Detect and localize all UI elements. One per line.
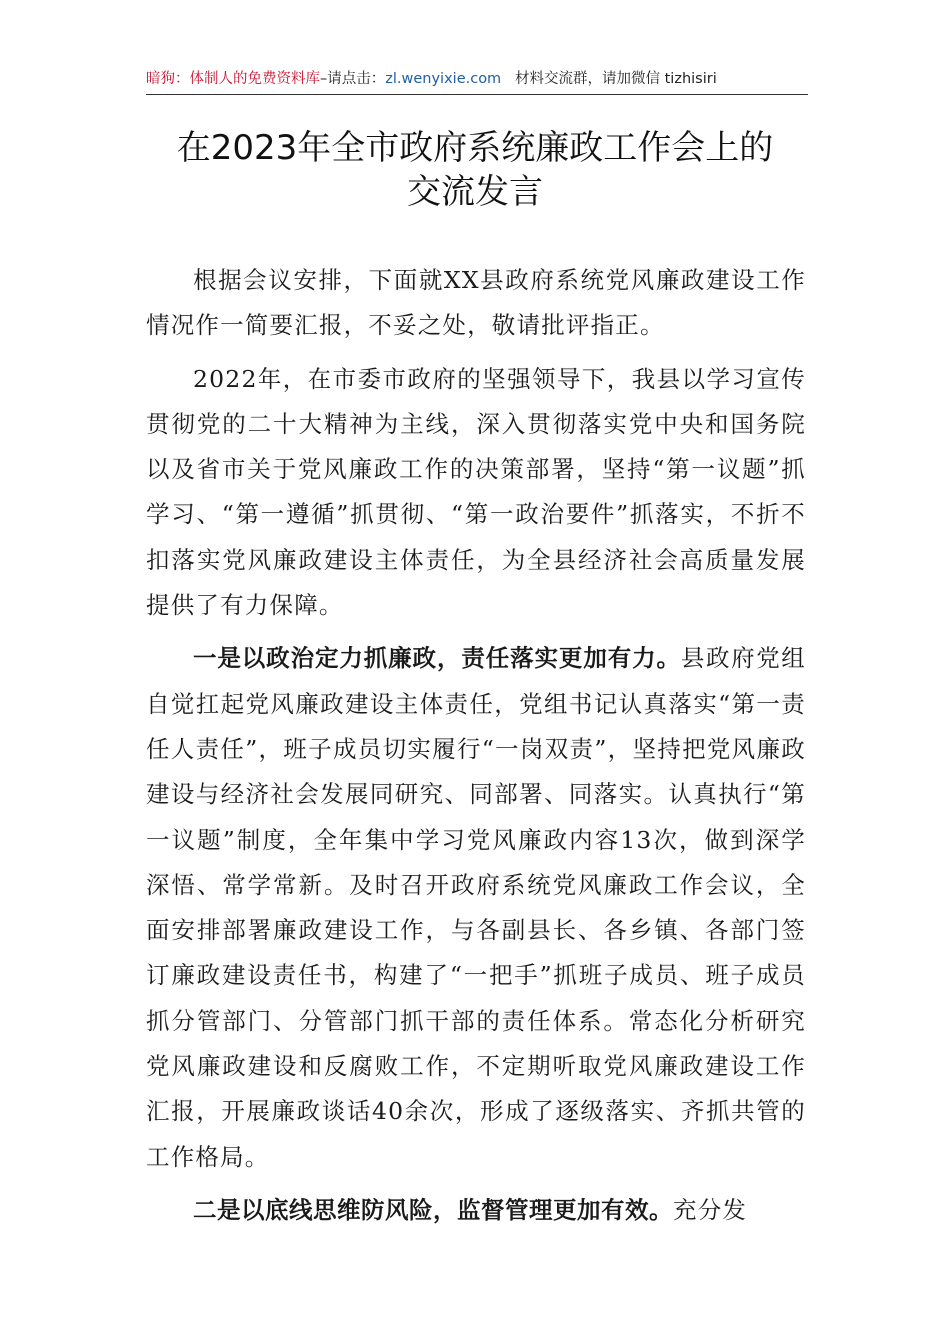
point-one-heading: 一是以政治定力抓廉政，责任落实更加有力。 <box>193 644 681 673</box>
header-site-link[interactable]: zl.wenyixie.com <box>385 71 502 87</box>
point-two-heading: 二是以底线思维防风险，监督管理更加有效。 <box>193 1195 673 1224</box>
watermark-header <box>146 68 808 95</box>
paragraph-point-two <box>146 1188 806 1233</box>
document-body <box>146 258 806 1241</box>
document-title-line-1: 在2023年全市政府系统廉政工作会上的 <box>176 128 774 168</box>
header-site-name: 暗狗：体制人的免费资料库 <box>146 71 320 87</box>
paragraph-intro: 根据会议安排，下面就XX县政府系统党风廉政建设工作情况作一简要汇报，不妥之处，敬请批评指正。 <box>146 266 806 340</box>
point-one-text: 县政府党组自觉扛起党风廉政建设主体责任，党组书记认真落实“第一责任人责任”，班子成员切实履行“一岗双责”，坚持把党风廉政建设与经济社会发展同研究、同部署、同落实。认真执行“第一议题”制度，全年集中学习党风廉政内容13次，做到深学深悟、常学常新。及时召开政府系统党风廉政工作会议，全面安排部署廉政建设工作，与各副县长、各乡镇、各部门签订廉政建设责任书，构建了“一把手”抓班子成员、班子成员抓分管部门、分管部门抓干部的责任体系。常态化分析研究党风廉政建设和反腐败工作，不定期听取党风廉政建设工作汇报，开展廉政谈话40余次，形成了逐级落实、齐抓共管的工作格局。 <box>146 644 807 1171</box>
paragraph-summary: 2022年，在市委市政府的坚强领导下，我县以学习宣传贯彻党的二十大精神为主线，深入贯彻落实党中央和国务院以及省市关于党风廉政工作的决策部署，坚持“第一议题”抓学习、“第一遵循”抓贯彻、“第一政治要件”抓落实，不折不扣落实党风廉政建设主体责任，为全县经济社会高质量发展提供了有力保障。 <box>146 364 806 620</box>
paragraph-point-one <box>146 636 806 1180</box>
header-click-prompt: –请点击： <box>320 71 386 87</box>
header-wechat-note: 材料交流群，请加微信 tizhisiri <box>515 71 717 87</box>
point-two-text: 充分发 <box>673 1195 748 1224</box>
document-title-line-2: 交流发言 <box>407 172 543 212</box>
